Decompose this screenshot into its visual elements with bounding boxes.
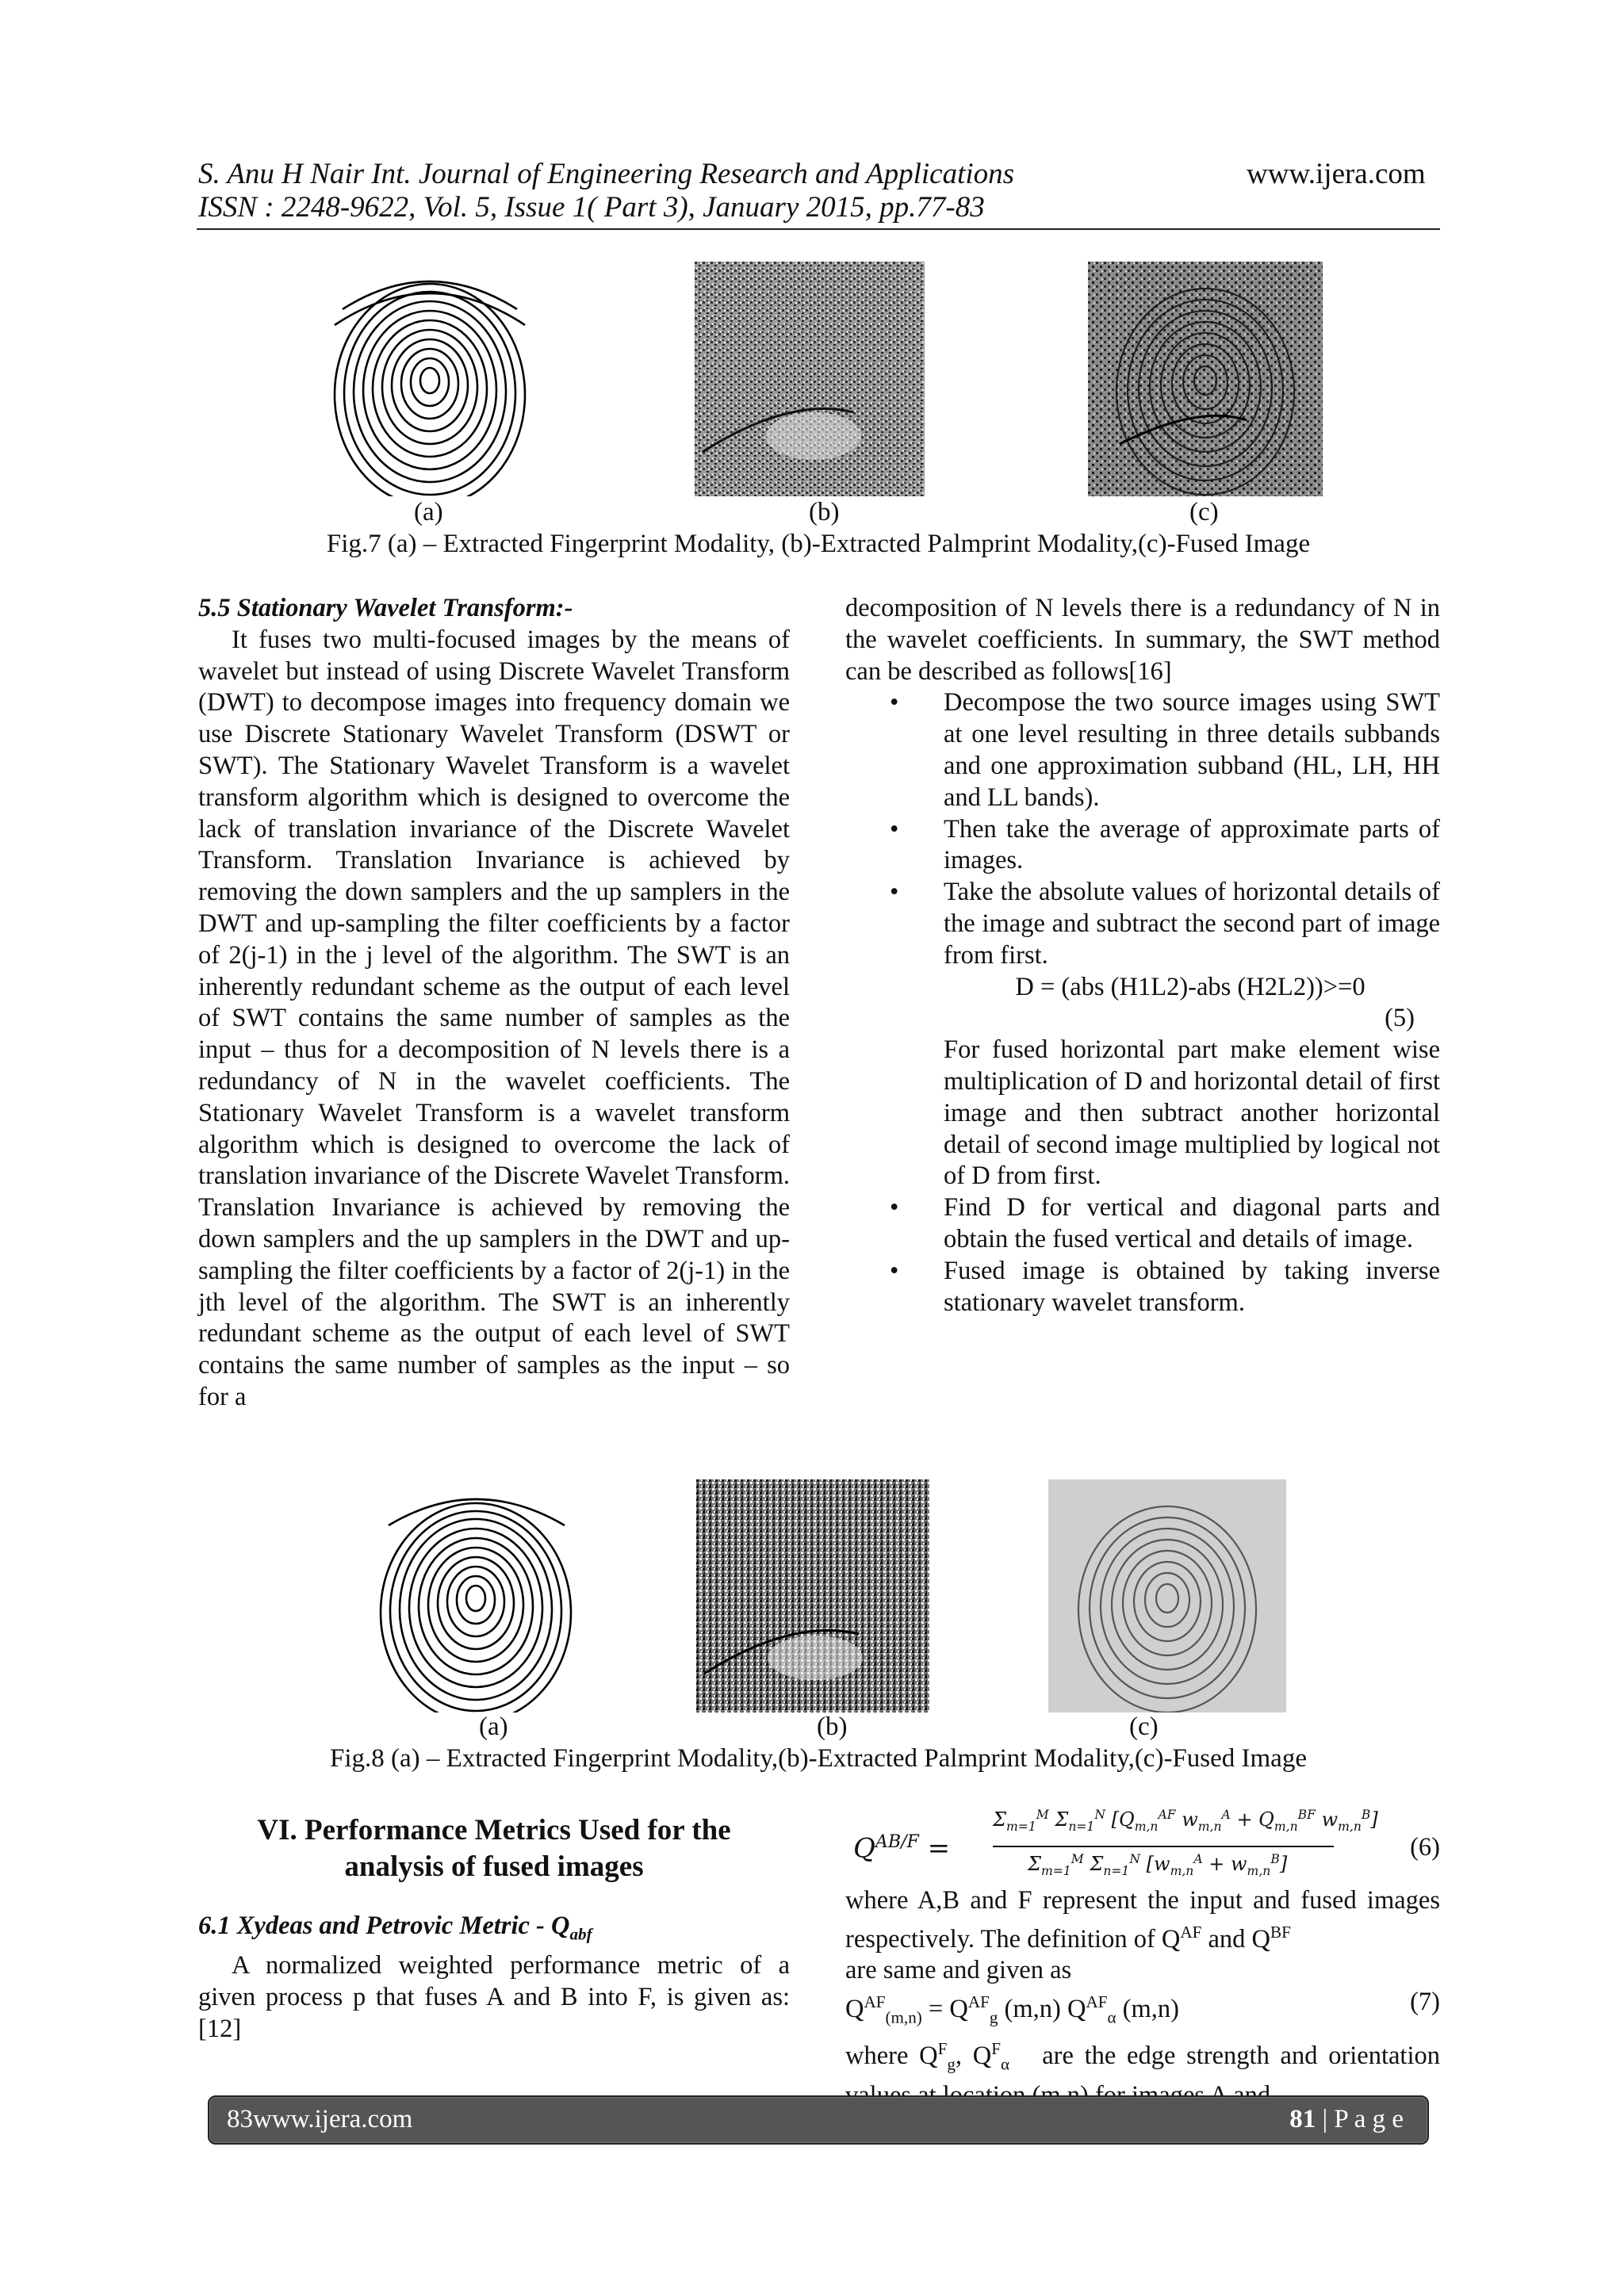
swt-steps-list [845,687,1440,971]
section-5-5-title: 5.5 Stationary Wavelet Transform:- [198,594,573,622]
fig8-palmprint-image [696,1479,929,1712]
eq6-desc-mid: and Q [1201,1924,1271,1954]
fig8-label-a: (a) [479,1712,508,1741]
eq7-desc-text: are the edge strength and orientation [1042,2042,1440,2071]
swt-step-5: • Fused image is obtained by taking inverse stationary wavelet transform. [845,1256,1440,1319]
equation-7: $Q^{AF}_{(m,n)} = Q^{AF}_g$ (m,n) $Q^{AF}_\alpha$ (m,n) (7) [845,1988,1440,2027]
fig7-label-b: (b) [809,498,840,526]
section-6-1 [198,1911,790,2045]
equation-6-description: where A,B and F represent the input and fused images respectively. The definition of $Q^{AF}$ and $Q^{BF}$ are same and given as $Q^{AF}_{(m,n)} = Q^{AF}_g$ (m,n) $Q^{AF}_\alpha$ (m,n) (7) where $Q^F_g$, $Q^F_\alpha$ are the edge strength and orientation [845,1885,1440,2112]
footer-website: 83www.ijera.com [227,2105,413,2133]
fig7-palmprint-image [695,262,925,496]
fig8-caption: Fig.8 (a) – Extracted Fingerprint Modality,(b)-Extracted Palmprint Modality,(c)-Fused Image [330,1744,1307,1773]
section-6-1-body: A normalized weighted performance metric of a given process p that fuses A and B into F, is given as: [12] [198,1951,790,2043]
fig8-fingerprint-image [357,1479,595,1712]
equation-7-number: (7) [1410,1988,1440,2017]
section-6-title-line1: VI. Performance Metrics Used for the [257,1814,731,1846]
section-5-5-body: It fuses two multi-focused images by the means of wavelet but instead of using Discrete Wavelet Transform (DWT) to decompose images into frequency domain we use Discrete Stationary Wavelet Transform (DSWT or SWT). The Stationary Wavelet Transform is a wavelet transform algorithm which is designed to overcome the lack of translation invariance of the Discrete Wavelet Transform. Translation Invariance is achieved by removing the down samplers and the up samplers in the DWT and up-sampling the filter coefficients by a factor of 2(j-1) in the j level of the algorithm. The SWT is an inherently redundant scheme as the output of each level of SWT contains the same number of samples as the input – thus for a decomposition of N levels there is a redundancy of N in the wavelet coefficients. The Stationary Wavelet Transform is a wavelet transform algorithm which is designed to overcome the lack of translation invariance of the Discrete Wavelet Transform. Translation Invariance is achieved by removing the down samplers and the up samplers in the DWT and up-sampling the filter coefficients by a factor of 2(j-1) in the jth level of the algorithm. The SWT is an inherently redundant scheme as the output of each level of SWT contains the same number of samples as the input – so for a [198,625,790,1411]
fig7-fingerprint-image [311,262,546,496]
section-6-1-title-sub: abf [569,1924,592,1944]
equation-6: $Q^{AB/F}$ = $\Sigma_{m=1}^M$ $\Sigma_{n=1}^N$ [$Q_{m,n}^{AF}$ $w_{m,n}^A + Q_{m,n}^{BF}$ $w_{m,n}^B$] $\Sigma_{m=1}^M$ $\Sigma_{n=1}^N$ $[w_{m,n}^A + w_{m,n}^B]$ (6) [853,1808,1440,1878]
journal-website: www.ijera.com [1247,158,1426,190]
fig8-fused-image [1048,1479,1286,1712]
swt-step-2: • Then take the average of approximate parts of images. [845,814,1440,878]
right-col-intro: decomposition of N levels there is a redundancy of N in the wavelet coefficients. In summary, the SWT method can be described as follows[16] [845,594,1440,686]
left-column [198,593,790,1414]
swt-step-3: • Take the absolute values of horizontal details of the image and subtract the second part of image from first. [845,877,1440,971]
page-footer [208,2095,1429,2145]
fig7-fused-image [1088,262,1323,496]
journal-header-line2: ISSN : 2248-9622, Vol. 5, Issue 1( Part 3), January 2015, pp.77-83 [198,191,985,224]
journal-header-line1: S. Anu H Nair Int. Journal of Engineering Research and Applications [198,158,1015,190]
swt-steps-list-2 [845,1192,1440,1318]
right-column [845,593,1440,1318]
fig7-label-c: (c) [1189,498,1219,526]
fig7-label-a: (a) [414,498,443,526]
equation-6-number: (6) [1410,1833,1440,1862]
equation-5-number: (5) [1385,1004,1415,1033]
fused-horizontal-para: For fused horizontal part make element wise multiplication of D and horizontal detail of first image and then subtract another horizontal detail of second image multiplied by logical not of D from first. [944,1035,1440,1191]
fig7-caption: Fig.7 (a) – Extracted Fingerprint Modality, (b)-Extracted Palmprint Modality,(c)-Fused Image [326,530,1311,558]
footer-page-number: 81 [1289,2105,1316,2133]
footer-page [1289,2105,1404,2134]
header-rule [197,228,1440,230]
eq6-desc-sup-bf: BF [1270,1922,1291,1942]
section-6-title-line2: analysis of fused images [344,1850,644,1883]
eq6-desc-text: where A,B and F represent the input and fused images respectively. The definition of Q [845,1886,1440,1954]
eq6-desc-sup-af: AF [1180,1922,1202,1942]
fig8-label-c: (c) [1129,1712,1159,1741]
section-6-1-title: 6.1 Xydeas and Petrovic Metric - Q [198,1911,570,1940]
footer-page-label: | P a g e [1316,2105,1404,2133]
eq6-desc-text2: are same and given as [845,1956,1072,1985]
swt-step-4: • Find D for vertical and diagonal parts and obtain the fused vertical and details of image. [845,1192,1440,1256]
equation-5: D = (abs (H1L2)-abs (H2L2))>=0 [1015,972,1365,1001]
fig8-label-b: (b) [817,1712,848,1741]
swt-step-1: • Decompose the two source images using SWT at one level resulting in three details subbands and one approximation subband (HL, LH, HH and LL bands). [845,687,1440,813]
section-6-title [198,1812,790,1885]
